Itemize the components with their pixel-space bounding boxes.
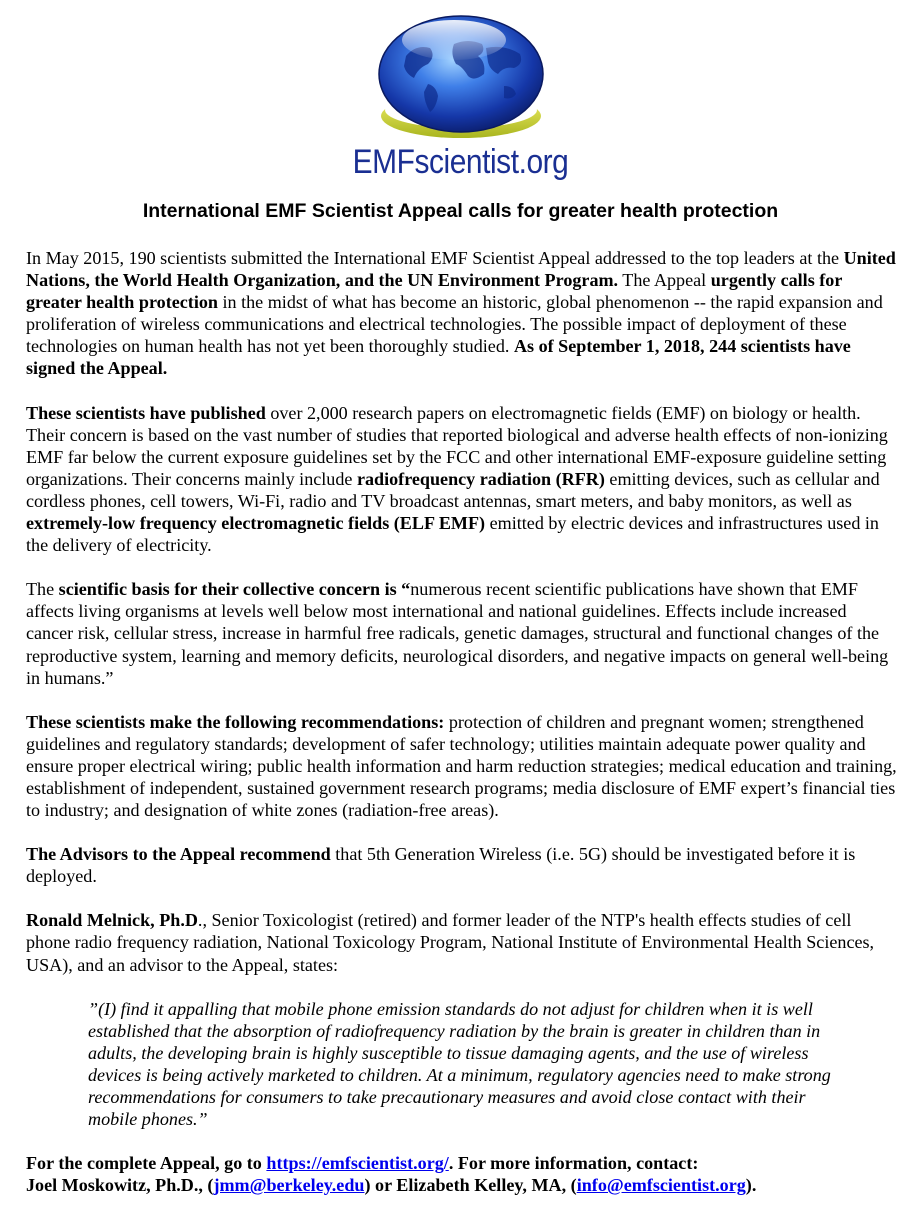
bold-text: . For more information, contact: [448, 1153, 699, 1174]
bold-text: Joel Moskowitz, Ph.D., ( [26, 1175, 214, 1196]
paragraph-intro [26, 247, 898, 380]
text: that 5th Generation Wireless (i.e. 5G) should be investigated before it is deployed. [26, 844, 856, 887]
paragraph-recommendations [26, 711, 898, 821]
text: in the midst of what has become an historic, global phenomenon -- the rapid expansion and proliferation of wireless communications and electrical technologies. The possible impact of deployment of these technologies on human health has not yet been thoroughly studied. [26, 292, 883, 357]
logo-text: EMFscientist.org [352, 143, 569, 181]
text: The Appeal [618, 270, 711, 291]
logo [0, 6, 921, 191]
text: protection of children and pregnant women; strengthened guidelines and regulatory standards; development of safer technology; utilities maintain adequate power quality and ensure proper electrical wiring; public health information and harm reduction strategies; medical education and training, establishment of independent, sustained government research programs; media disclosure of EMF expert’s financial ties to industry; and designation of white zones (radiation-free areas). [26, 711, 897, 821]
page-title: International EMF Scientist Appeal calls for greater health protection [142, 200, 779, 222]
bold-text: United Nations, the World Health Organization, and the UN Environment Program. [26, 248, 896, 291]
text: ., Senior Toxicologist (retired) and former leader of the NTP's health effects studies of cell phone radio frequency radiation, National Toxicology Program, National Institute of Environmental Health Sciences, USA), and an advisor to the Appeal, states: [26, 910, 875, 975]
paragraph-melnick [26, 909, 898, 975]
email-link-kelley[interactable]: info@emfscientist.org [576, 1175, 746, 1196]
text: over 2,000 research papers on electromagnetic fields (EMF) on biology or health. Their concern is based on the vast number of studies that reported biological and adverse health effects of non-ionizing EMF far below the current exposure guidelines set by the FCC and other international EMF-exposure guideline setting organizations. Their concerns mainly include [26, 402, 888, 489]
quote: ”(I) find it appalling that mobile phone emission standards do not adjust for children when it is well established that the absorption of radiofrequency radiation by the brain is greater in children than in adults, the developing brain is highly susceptible to tissue damaging agents, and the use of wireless devices is being actively marketed to children. At a minimum, regulatory agencies need to make strong recommendations for consumers to take precautionary measures and avoid close contact with their mobile phones.” [88, 998, 831, 1130]
text: emitted by electric devices and infrastructures used in the delivery of electricity. [26, 513, 879, 556]
paragraph-advisors [26, 843, 898, 887]
paragraph-publications [26, 402, 898, 557]
bold-text: The Advisors to the Appeal recommend [26, 844, 331, 865]
bold-text: ). [745, 1175, 757, 1196]
footer-contact [26, 1152, 898, 1196]
document-body [26, 247, 898, 1218]
bold-text: ) or Elizabeth Kelley, MA, ( [364, 1175, 577, 1196]
bold-text: For the complete Appeal, go to [26, 1153, 267, 1174]
text: numerous recent scientific publications have shown that EMF affects living organisms at levels well below most international and national guidelines. Effects include increased cancer risk, cellular stress, increase in harmful free radicals, genetic damages, structural and functional changes of the reproductive system, learning and memory deficits, neurological disorders, and negative impacts on general well-being in humans.” [26, 579, 889, 688]
text: emitting devices, such as cellular and cordless phones, cell towers, Wi-Fi, radio and TV broadcast antennas, smart meters, and baby monitors, as well as [26, 468, 880, 511]
bold-text: These scientists have published [26, 402, 266, 423]
text: In May 2015, 190 scientists submitted the International EMF Scientist Appeal addressed to the top leaders at the [26, 248, 844, 268]
globe-icon [366, 6, 556, 146]
bold-text: Ronald Melnick, Ph.D [26, 910, 198, 931]
bold-text: scientific basis for their collective concern is “ [58, 579, 411, 600]
bold-text: urgently calls for greater health protection [26, 270, 843, 313]
bold-text: These scientists make the following recommendations: [26, 711, 445, 732]
bold-text: As of September 1, 2018, 244 scientists have signed the Appeal. [26, 336, 851, 379]
paragraph-scientific-basis [26, 578, 898, 688]
text: The [26, 579, 59, 600]
bold-text: extremely-low frequency electromagnetic fields (ELF EMF) [26, 513, 486, 534]
email-link-moskowitz[interactable]: jmm@berkeley.edu [213, 1175, 365, 1196]
appeal-link[interactable]: https://emfscientist.org/ [266, 1153, 449, 1174]
bold-text: radiofrequency radiation (RFR) [356, 468, 605, 489]
